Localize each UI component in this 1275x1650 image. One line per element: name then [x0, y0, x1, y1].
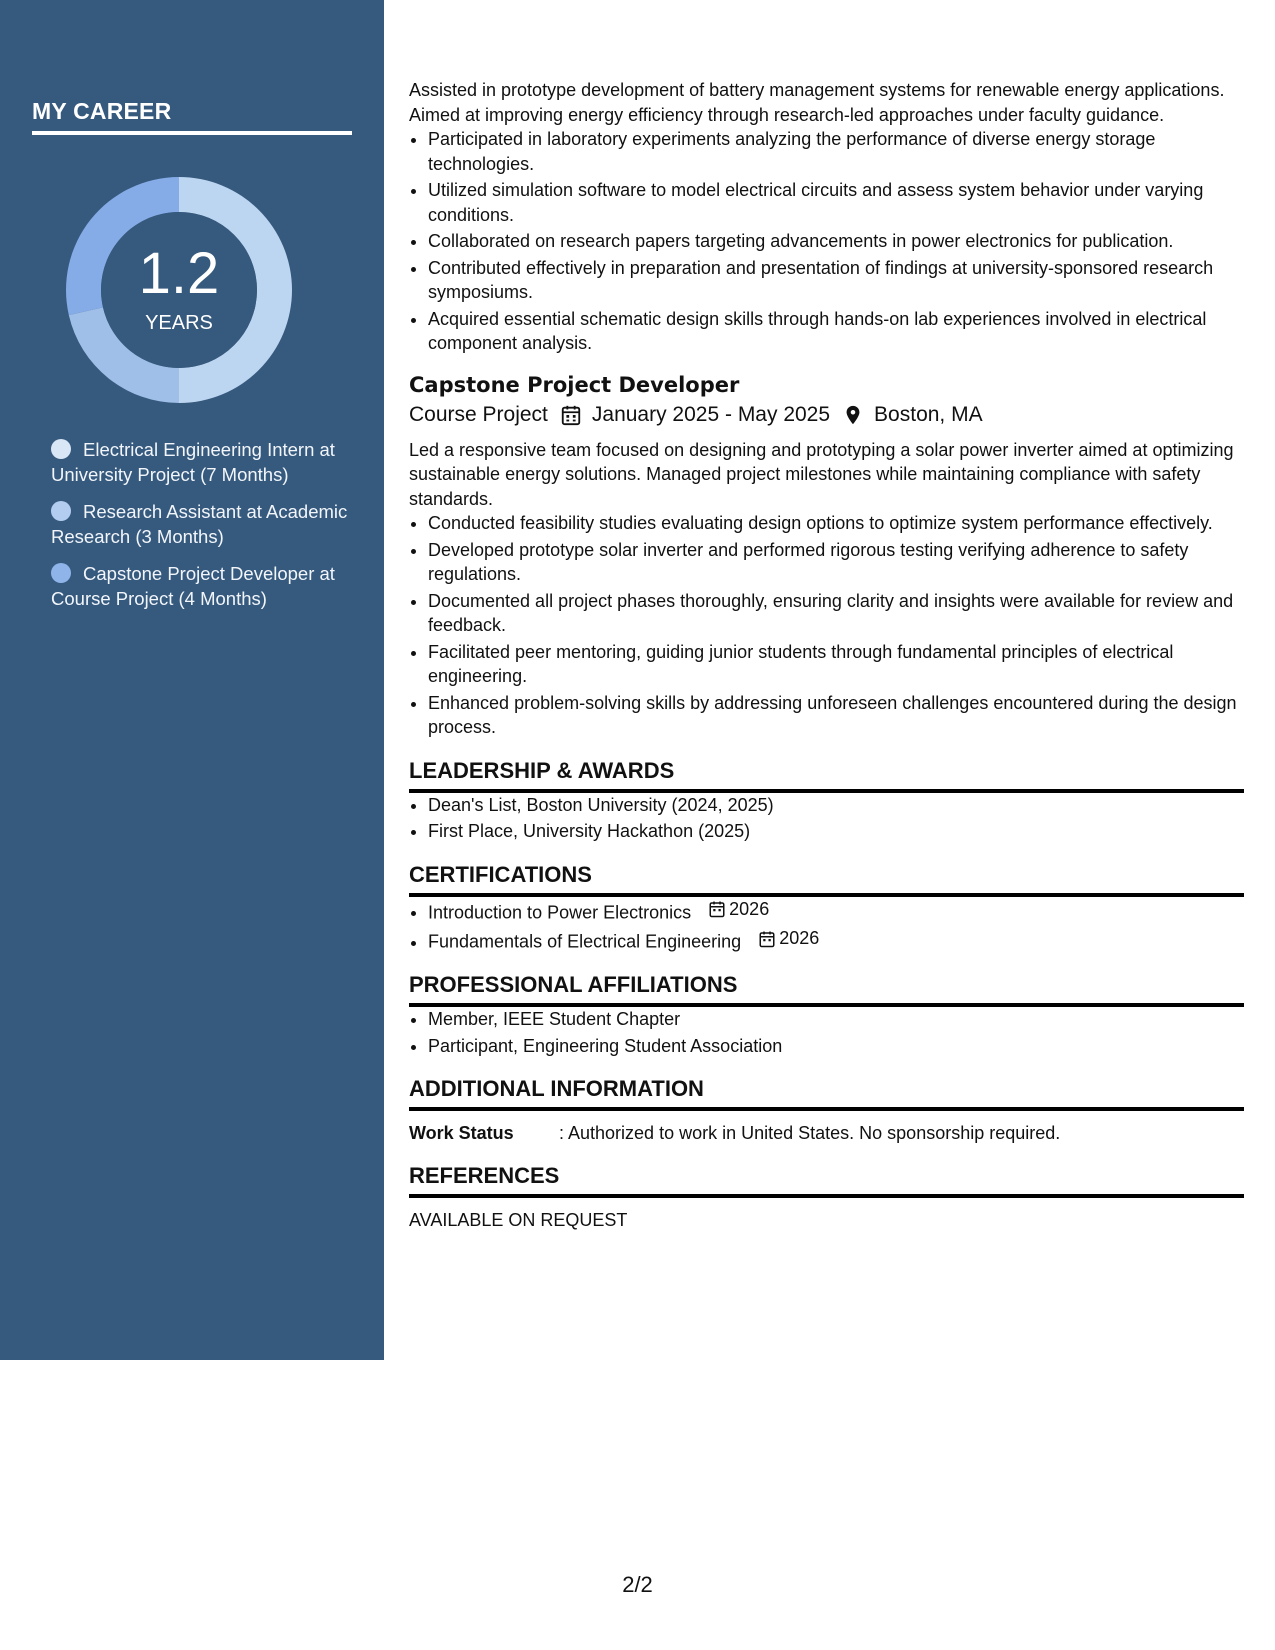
years-unit: YEARS [145, 312, 213, 334]
calendar-icon [758, 930, 776, 948]
previous-job-bullets [409, 127, 1244, 356]
affiliations-list [409, 1007, 1244, 1058]
certification-year: 2026 [729, 898, 770, 919]
main-content [409, 78, 1244, 1233]
additional-info-heading: ADDITIONAL INFORMATION [409, 1074, 1244, 1111]
certification-item [428, 926, 1244, 954]
work-status-row [409, 1121, 1244, 1145]
job-summary: Led a responsive team focused on designing and prototyping a solar power inverter aimed at optimizing sustainable energy solutions. Managed project milestones while maintaining compliance with safety standards. [409, 439, 1234, 509]
references-heading: REFERENCES [409, 1161, 1244, 1198]
affiliation-item: • Member, IEEE Student Chapter [428, 1007, 1244, 1032]
bullet-item: • Contributed effectively in preparation and presentation of findings at university-sponsored research symposiums. [428, 256, 1244, 305]
job-organization: Course Project [409, 402, 548, 426]
bullet-item: • Utilized simulation software to model electrical circuits and assess system behavior under varying conditions. [428, 178, 1244, 227]
calendar-icon [708, 900, 726, 918]
leadership-item: • First Place, University Hackathon (2025) [428, 819, 1244, 844]
affiliation-item: • Participant, Engineering Student Association [428, 1034, 1244, 1059]
certification-name: Fundamentals of Electrical Engineering [428, 931, 742, 952]
bullet-item: • Collaborated on research papers targeting advancements in power electronics for publication. [428, 229, 1244, 254]
certification-year: 2026 [779, 928, 820, 949]
affiliations-heading: PROFESSIONAL AFFILIATIONS [409, 970, 1244, 1007]
legend-dot [51, 563, 71, 583]
career-item-text: Research Assistant at Academic Research (3 Months) [51, 501, 348, 547]
job-title: Capstone Project Developer [409, 372, 740, 397]
sidebar [0, 0, 384, 1360]
career-item [51, 437, 351, 487]
certification-item [428, 897, 1244, 925]
bullet-item: • Documented all project phases thoroughly, ensuring clarity and insights were available for review and feedback. [428, 589, 1244, 638]
career-item-text: Electrical Engineering Intern at University Project (7 Months) [51, 439, 335, 485]
bullet-item: • Enhanced problem-solving skills by addressing unforeseen challenges encountered during the design process. [428, 691, 1244, 740]
leadership-item: • Dean's List, Boston University (2024, 2025) [428, 793, 1244, 818]
bullet-item: • Facilitated peer mentoring, guiding junior students through fundamental principles of electrical engineering. [428, 640, 1244, 689]
bullet-item: • Conducted feasibility studies evaluating design options to optimize system performance effectively. [428, 511, 1244, 536]
bullet-item: • Acquired essential schematic design skills through hands-on lab experiences involved in electrical component analysis. [428, 307, 1244, 356]
page-number: 2/2 [622, 1572, 653, 1597]
work-status-value: : Authorized to work in United States. No sponsorship required. [559, 1123, 1061, 1143]
career-heading: MY CAREER [32, 98, 352, 135]
bullet-item: • Developed prototype solar inverter and performed rigorous testing verifying adherence to safety regulations. [428, 538, 1244, 587]
legend-dot [51, 501, 71, 521]
location-pin-icon [842, 404, 864, 426]
calendar-icon [560, 404, 582, 426]
years-value: 1.2 [138, 241, 220, 306]
job-meta [409, 400, 1244, 430]
references-text: AVAILABLE ON REQUEST [409, 1210, 628, 1230]
leadership-heading: LEADERSHIP & AWARDS [409, 756, 1244, 793]
job-dates: January 2025 - May 2025 [591, 402, 831, 426]
career-item [51, 561, 351, 611]
leadership-list [409, 793, 1244, 844]
job-bullets [409, 511, 1244, 740]
certifications-heading: CERTIFICATIONS [409, 860, 1244, 897]
certifications-list [409, 897, 1244, 955]
work-status-label: Work Status [409, 1123, 514, 1143]
career-list [51, 437, 351, 623]
certification-name: Introduction to Power Electronics [428, 901, 692, 922]
legend-dot [51, 439, 71, 459]
career-item-text: Capstone Project Developer at Course Project (4 Months) [51, 563, 335, 609]
career-item [51, 499, 351, 549]
bullet-item: • Participated in laboratory experiments analyzing the performance of diverse energy storage technologies. [428, 127, 1244, 176]
previous-job-summary: Assisted in prototype development of battery management systems for renewable energy applications. Aimed at improving energy efficiency through research-led approaches under faculty guidance. [409, 80, 1225, 125]
job-location: Boston, MA [874, 402, 983, 426]
